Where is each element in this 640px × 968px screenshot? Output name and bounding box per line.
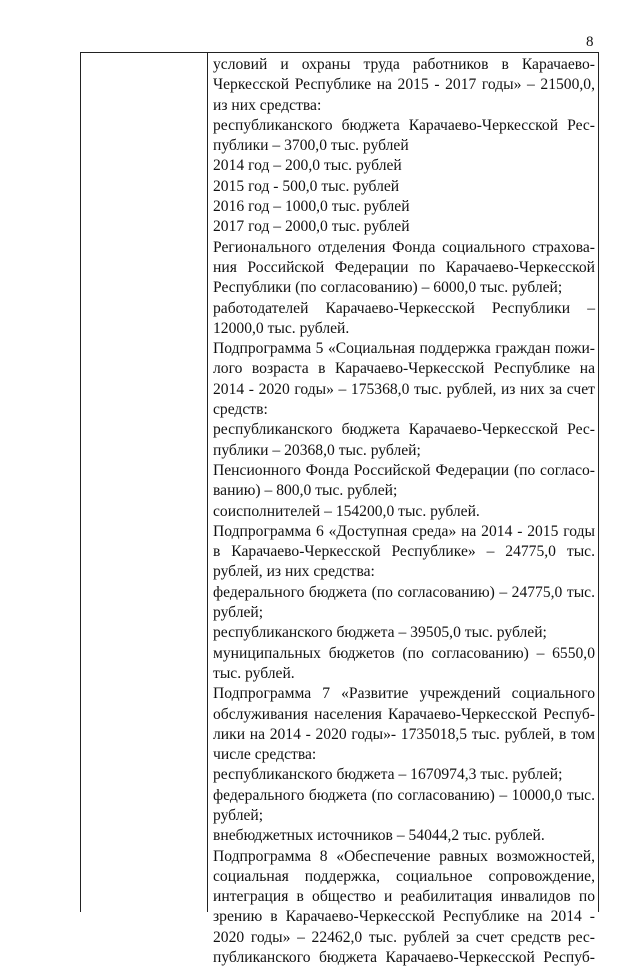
- text-line: ванию) – 800,0 тыс. рублей;: [213, 482, 398, 500]
- text-line: лого возраста в Карачаево-Черкесской Республике на: [213, 360, 595, 378]
- text-line: работодателей Карачаево-Черкесской Республики –: [213, 299, 595, 317]
- text-line: тыс. рублей.: [213, 664, 295, 682]
- text-line: республиканского бюджета Карачаево-Черкесской Рес-: [213, 421, 595, 439]
- text-line: ния Российской Федерации по Карачаево-Черкесской: [213, 258, 595, 276]
- text-line: социальная поддержка, социальное сопровождение,: [213, 867, 595, 885]
- text-line: внебюджетных источников – 54044,2 тыс. рублей.: [213, 827, 545, 845]
- text-line: 2017 год – 2000,0 тыс. рублей: [213, 218, 410, 236]
- text-line: федерального бюджета (по согласованию) – 24775,0 тыс.: [213, 583, 595, 601]
- text-line: числе средства:: [213, 746, 317, 764]
- text-line: муниципальных бюджетов (по согласованию) – 6550,0: [213, 644, 595, 662]
- text-line: 2015 год - 500,0 тыс. рублей: [213, 177, 400, 195]
- text-line: Черкесской Республике на 2015 - 2017 годы» – 21500,0,: [213, 76, 595, 94]
- text-line: 2014 - 2020 годы» – 175368,0 тыс. рублей, из них за счет: [213, 380, 595, 398]
- text-line: условий и охраны труда работников в Карачаево-: [213, 56, 595, 73]
- text-line: федерального бюджета (по согласованию) – 10000,0 тыс.: [213, 786, 595, 804]
- text-line: 2014 год – 200,0 тыс. рублей: [213, 157, 402, 175]
- text-line: республиканского бюджета – 39505,0 тыс. рублей;: [213, 624, 547, 642]
- text-line: Подпрограмма 7 «Развитие учреждений социального: [213, 685, 595, 703]
- text-line: Подпрограмма 6 «Доступная среда» на 2014 - 2015 годы: [213, 522, 595, 540]
- text-line: публики – 20368,0 тыс. рублей;: [213, 441, 421, 459]
- text-line: Пенсионного Фонда Российской Федерации (по согласо-: [213, 461, 595, 479]
- text-line: из них средства:: [213, 96, 322, 114]
- text-line: 2020 годы» – 22462,0 тыс. рублей за счет средств рес-: [213, 928, 595, 946]
- text-line: Подпрограмма 5 «Социальная поддержка граждан пожи-: [213, 340, 595, 358]
- text-line: Республики (по согласованию) – 6000,0 тыс. рублей;: [213, 279, 563, 297]
- text-line: зрению в Карачаево-Черкесской Республике на 2014 -: [213, 908, 595, 926]
- text-line: 12000,0 тыс. рублей.: [213, 319, 350, 337]
- text-line: соисполнителей – 154200,0 тыс. рублей.: [213, 502, 480, 520]
- text-line: средств:: [213, 401, 268, 419]
- text-line: республиканского бюджета – 1670974,3 тыс. рублей;: [213, 766, 563, 784]
- text-line: обслуживания населения Карачаево-Черкесской Респуб-: [213, 705, 595, 723]
- text-line: 2016 год – 1000,0 тыс. рублей: [213, 198, 410, 216]
- text-line: Регионального отделения Фонда социального страхова-: [213, 238, 595, 256]
- text-line: рублей, из них средства:: [213, 563, 375, 581]
- text-line: Подпрограмма 8 «Обеспечение равных возможностей,: [213, 847, 595, 865]
- text-line: республиканского бюджета Карачаево-Черкесской Рес-: [213, 116, 595, 134]
- text-line: публиканского бюджета Карачаево-Черкесской Респуб-: [213, 949, 595, 967]
- text-line: рублей;: [213, 806, 264, 824]
- text-line: в Карачаево-Черкесской Республике» – 24775,0 тыс.: [213, 543, 595, 561]
- table-text-cell: [213, 55, 595, 968]
- page-number: 8: [586, 34, 594, 50]
- table-left-cell: [81, 53, 208, 912]
- text-line: публики – 3700,0 тыс. рублей: [213, 137, 409, 155]
- text-line: интеграция в общество и реабилитация инвалидов по: [213, 888, 595, 906]
- program-funding-table: [80, 52, 599, 967]
- text-line: лики на 2014 - 2020 годы»- 1735018,5 тыс. рублей, в том: [213, 725, 595, 743]
- text-line: рублей;: [213, 604, 264, 622]
